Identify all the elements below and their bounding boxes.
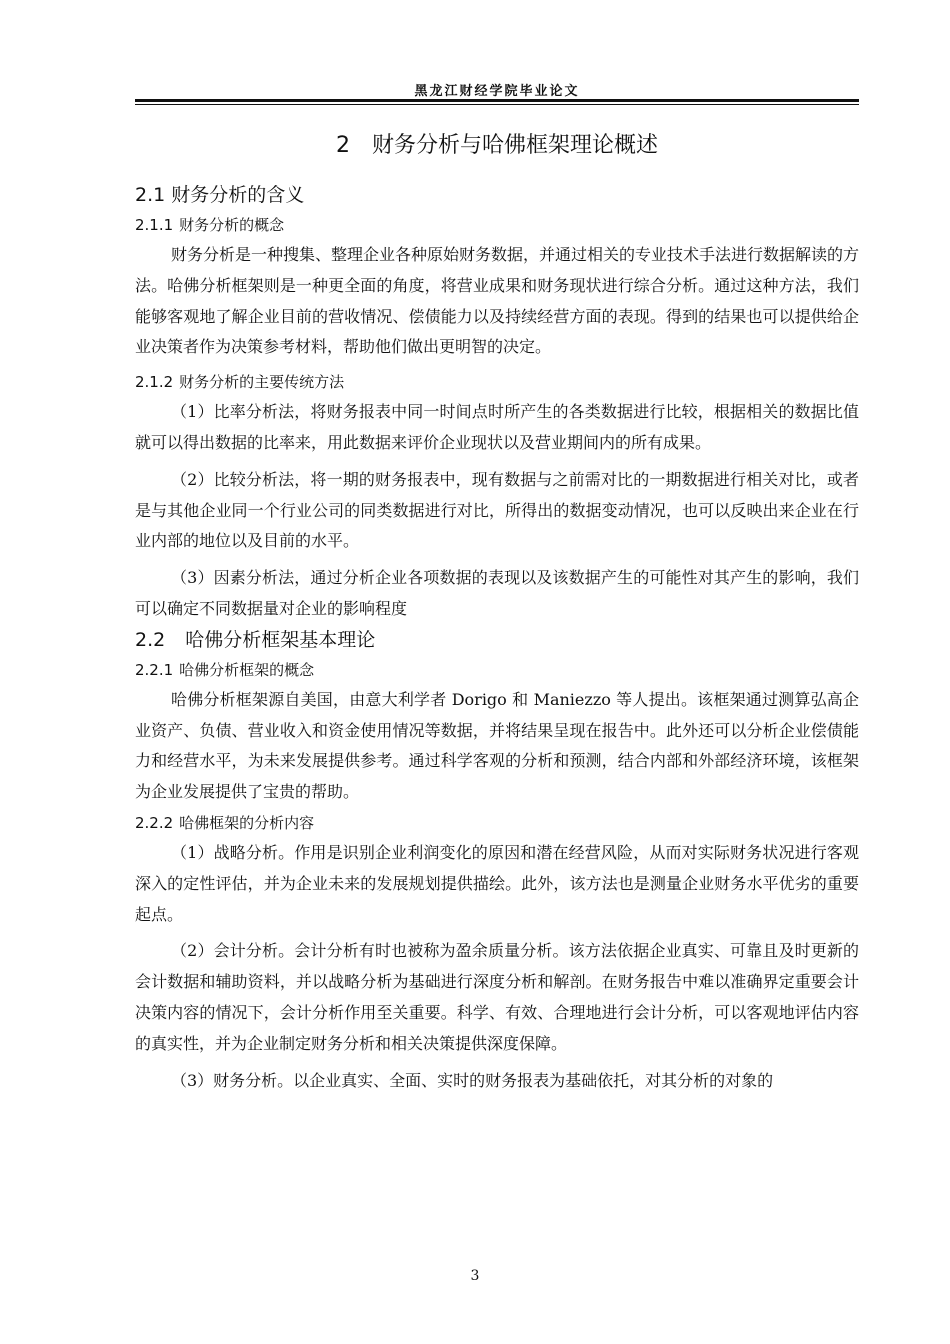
subsection-title: 财务分析的概念 (179, 216, 285, 234)
section-number: 2.1 (135, 184, 166, 206)
subsection-title: 哈佛分析框架的概念 (179, 660, 315, 679)
paragraph: （1）战略分析。作用是识别企业利润变化的原因和潜在经营风险，从而对实际财务状况进行客观深入的定性评估，并为企业未来的发展规划提供描绘。此外，该方法也是测量企业财务水平优劣的重要起点。 (135, 842, 859, 924)
paragraph: （2）会计分析。会计分析有时也被称为盈余质量分析。该方法依据企业真实、可靠且及时更新的会计数据和辅助资料，并以战略分析为基础进行深度分析和解剖。在财务报告中难以准确界定重要会计决策内容的情况下，会计分析作用至关重要。科学、有效、合理地进行会计分析，可以客观地评估内容的真实性，并为企业制定财务分析和相关决策提供深度保障。 (135, 941, 859, 1053)
subsection-heading-2-2-2 (135, 808, 859, 838)
subsection-title: 哈佛框架的分析内容 (179, 813, 315, 832)
page-body (135, 128, 859, 1096)
subsection-heading-2-1-2 (135, 367, 859, 397)
subsection-number: 2.2.1 (135, 660, 174, 679)
subsection-number: 2.2.2 (135, 813, 174, 832)
subsection-heading-2-1-1 (135, 210, 859, 240)
page-number: 3 (470, 1268, 480, 1284)
chapter-title-text: 财务分析与哈佛框架理论概述 (371, 133, 658, 158)
header-rule-thick (135, 99, 859, 102)
subsection-heading-2-2-1 (135, 655, 859, 685)
paragraph: 哈佛分析框架源自美国，由意大利学者 Dorigo 和 Maniezzo 等人提出。该框架通过测算弘高企业资产、负债、营业收入和资金使用情况等数据，并将结果呈现在报告中。此外还可以分析企业偿债能力和经营水平，为未来发展提供参考。通过科学客观的分析和预测，结合内部和外部经济环境，该框架为企业发展提供了宝贵的帮助。 (135, 689, 859, 802)
section-title: 财务分析的含义 (171, 184, 305, 206)
paragraph: 财务分析是一种搜集、整理企业各种原始财务数据，并通过相关的专业技术手法进行数据解读的方法。哈佛分析框架则是一种更全面的角度，将营业成果和财务现状进行综合分析。通过这种方法，我们能够客观地了解企业目前的营收情况、偿债能力以及持续经营方面的表现。得到的结果也可以提供给企业决策者作为决策参考材料，帮助他们做出更明智的决定。 (135, 245, 860, 357)
chapter-title (135, 128, 859, 164)
section-number: 2.2 (135, 628, 166, 651)
chapter-number: 2 (335, 133, 350, 158)
paragraph: （2）比较分析法，将一期的财务报表中，现有数据与之前需对比的一期数据进行相关对比，或者是与其他企业同一个行业公司的同类数据进行对比，所得出的数据变动情况，也可以反映出来企业在行业内部的地位以及目前的水平。 (135, 469, 859, 551)
section-heading-2-1 (135, 180, 859, 210)
subsection-title: 财务分析的主要传统方法 (179, 373, 345, 392)
paragraph: （1）比率分析法，将财务报表中同一时间点时所产生的各类数据进行比较，根据相关的数据比值就可以得出数据的比率来，用此数据来评价企业现状以及营业期间内的所有成果。 (135, 402, 859, 452)
paragraph: （3）因素分析法，通过分析企业各项数据的表现以及该数据产生的可能性对其产生的影响，我们可以确定不同数据量对企业的影响程度 (135, 568, 859, 618)
paragraph: （3）财务分析。以企业真实、全面、实时的财务报表为基础依托，对其分析的对象的 (171, 1070, 774, 1090)
section-heading-2-2 (135, 625, 859, 655)
section-title: 哈佛分析框架基本理论 (185, 628, 376, 651)
subsection-number: 2.1.1 (135, 216, 174, 234)
running-header: 黑龙江财经学院毕业论文 (414, 84, 580, 99)
subsection-number: 2.1.2 (135, 373, 174, 392)
header-rule-thin (135, 104, 859, 105)
